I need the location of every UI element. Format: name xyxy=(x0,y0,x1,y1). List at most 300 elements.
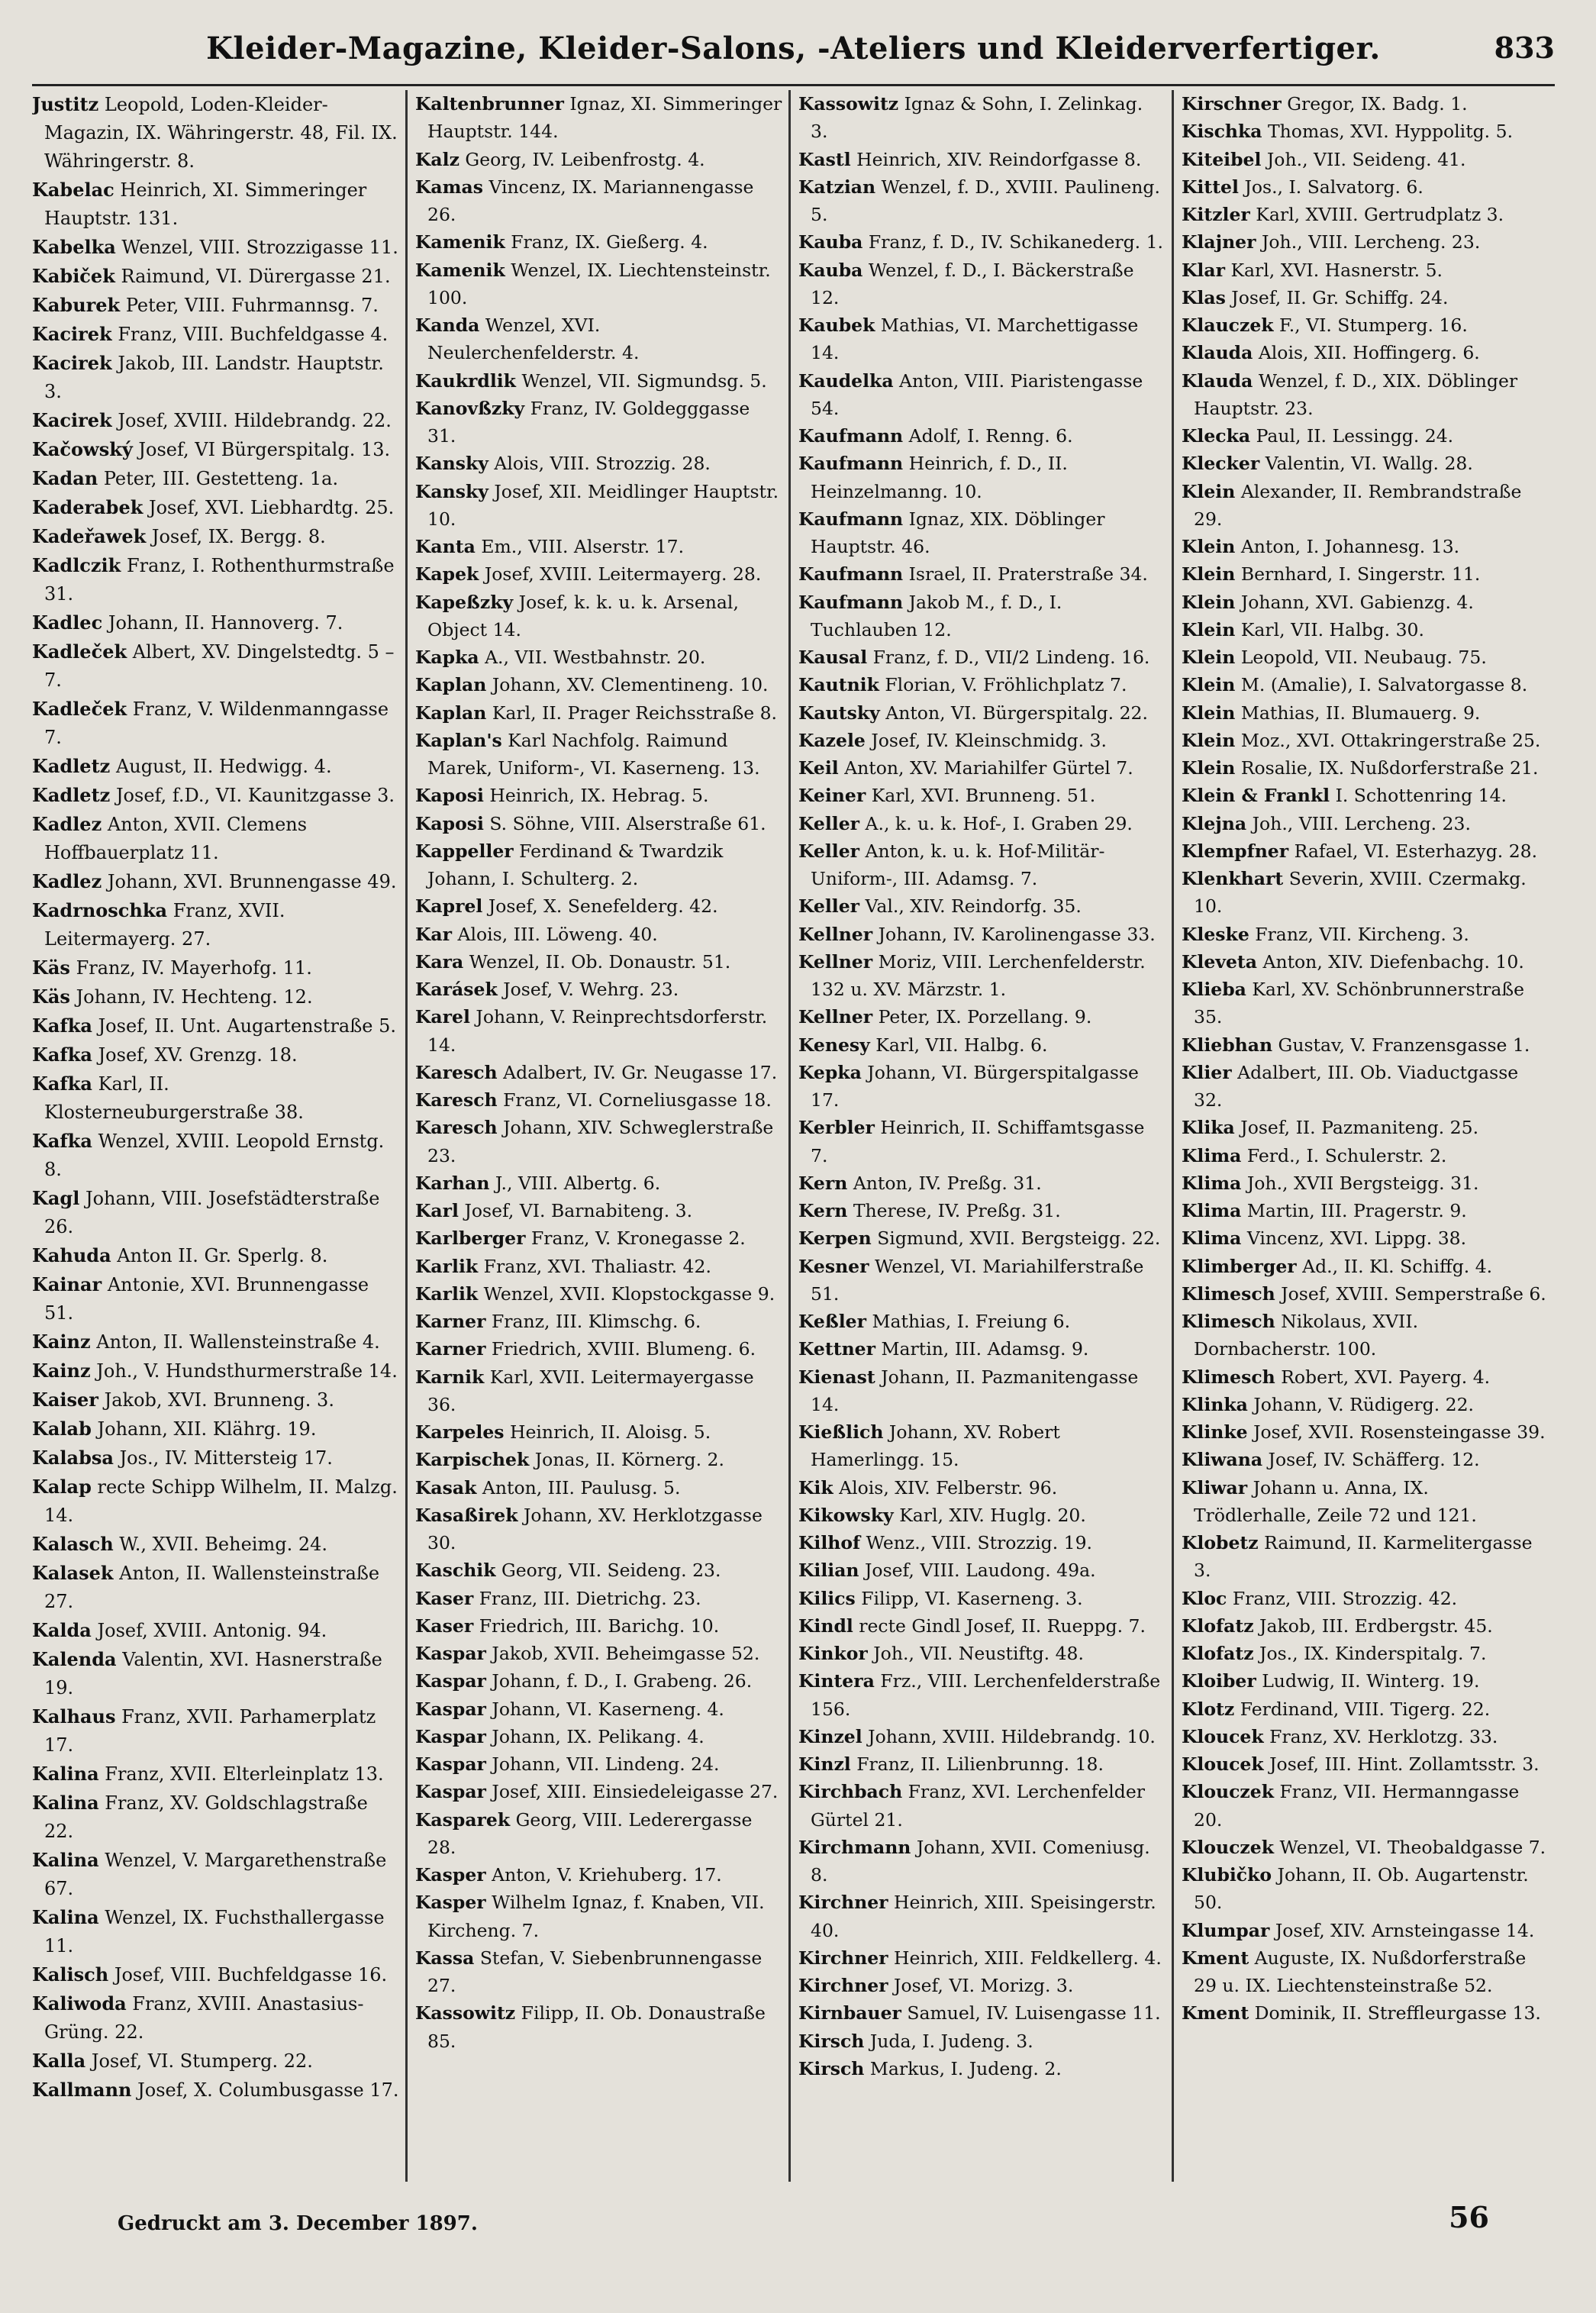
sheet-number: 56 xyxy=(1449,2200,1489,2234)
entry-details: recte Schipp Wilhelm, II. Malzg. 14. xyxy=(44,1476,398,1526)
entry-name: Kirchmann xyxy=(798,1836,911,1858)
entry-details: J., VIII. Albertg. 6. xyxy=(495,1172,661,1194)
directory-entry xyxy=(415,1612,782,1640)
directory-entry xyxy=(1182,560,1549,588)
directory-entry xyxy=(415,1557,782,1584)
entry-name: Kapek xyxy=(415,563,479,586)
entry-details: Josef, VIII. Buchfeldgasse 16. xyxy=(114,1964,388,1986)
entry-details: Anton, I. Johannesg. 13. xyxy=(1240,536,1460,557)
directory-entry xyxy=(798,1197,1166,1224)
entry-details: Johann, IX. Pelikang. 4. xyxy=(492,1725,704,1747)
directory-entry xyxy=(415,560,782,588)
entry-name: Kaspar xyxy=(415,1670,486,1692)
directory-entry xyxy=(415,256,782,312)
entry-details: Johann, IV. Karolinengasse 33. xyxy=(878,923,1156,945)
entry-name: Klouczek xyxy=(1182,1836,1274,1858)
directory-entry xyxy=(415,395,782,450)
entry-details: Josef, XII. Meidlinger Hauptstr. 10. xyxy=(427,480,779,530)
entry-name: Kazele xyxy=(798,729,866,751)
entry-details: Anton, V. Kriehuberg. 17. xyxy=(492,1864,722,1886)
entry-name: Klein xyxy=(1182,563,1236,586)
directory-entry xyxy=(32,1616,399,1645)
entry-name: Kamas xyxy=(415,176,483,198)
entry-name: Kadrnoschka xyxy=(32,899,168,921)
directory-entry xyxy=(798,1363,1166,1419)
entry-details: Vincenz, IX. Mariannengasse 26. xyxy=(427,176,754,225)
entry-details: Josef, XVI. Liebhardtg. 25. xyxy=(148,497,395,518)
entry-details: Johann, VII. Lindeng. 24. xyxy=(492,1753,720,1775)
entry-details: Josef, III. Hint. Zollamtsstr. 3. xyxy=(1269,1753,1540,1775)
directory-entry xyxy=(1182,754,1549,782)
entry-name: Klein & Frankl xyxy=(1182,785,1330,807)
entry-name: Klein xyxy=(1182,480,1236,502)
entry-details: Alois, XII. Hoffingerg. 6. xyxy=(1258,342,1480,364)
entry-details: Johann, XVI. Gabienzg. 4. xyxy=(1240,591,1474,613)
directory-entry xyxy=(415,478,782,534)
entry-name: Kamenik xyxy=(415,259,505,281)
entry-details: Franz, VII. Kircheng. 3. xyxy=(1255,923,1469,945)
page-number: 833 xyxy=(1494,31,1555,65)
entry-name: Kadan xyxy=(32,467,98,489)
entry-name: Klimesch xyxy=(1182,1282,1275,1305)
page-footer xyxy=(118,2200,1489,2261)
entry-name: Kafka xyxy=(32,1015,92,1037)
entry-details: Heinrich, XIII. Speisingerstr. 40. xyxy=(811,1892,1156,1941)
entry-details: Thomas, XVI. Hyppolitg. 5. xyxy=(1267,121,1514,143)
entry-details: Rosalie, IX. Nußdorferstraße 21. xyxy=(1240,757,1539,779)
entry-details: Josef, X. Columbusgasse 17. xyxy=(137,2079,399,2101)
entry-details: Alexander, II. Rembrandstraße 29. xyxy=(1194,480,1522,530)
directory-entry xyxy=(415,1778,782,1805)
directory-entry xyxy=(1182,699,1549,727)
entry-details: Alois, XIV. Felberstr. 96. xyxy=(839,1476,1058,1498)
directory-entry xyxy=(798,782,1166,809)
directory-entry xyxy=(1182,1640,1549,1667)
directory-entry xyxy=(1182,450,1549,477)
entry-name: Keil xyxy=(798,757,839,779)
entry-name: Kliebhan xyxy=(1182,1034,1273,1056)
directory-entry xyxy=(415,671,782,698)
entry-details: Jakob, III. Erdbergstr. 45. xyxy=(1259,1615,1493,1637)
entry-details: Wenzel, XVI. Neulerchenfelderstr. 4. xyxy=(427,315,640,364)
directory-entry xyxy=(32,291,399,320)
directory-columns xyxy=(32,90,1555,2182)
directory-entry xyxy=(798,644,1166,671)
entry-name: Karhan xyxy=(415,1172,490,1194)
directory-entry xyxy=(1182,671,1549,698)
entry-name: Klein xyxy=(1182,618,1236,640)
directory-entry xyxy=(415,311,782,367)
directory-entry xyxy=(1182,921,1549,948)
entry-details: Johann, V. Rüdigerg. 22. xyxy=(1253,1393,1475,1415)
entry-name: Justitz xyxy=(32,93,99,115)
entry-name: Kafka xyxy=(32,1044,92,1066)
entry-details: Franz, I. Rothenthurmstraße 31. xyxy=(44,555,395,605)
directory-entry xyxy=(415,782,782,809)
entry-name: Klajner xyxy=(1182,231,1256,253)
directory-entry xyxy=(798,921,1166,948)
entry-name: Kaspar xyxy=(415,1643,486,1664)
entry-name: Kar xyxy=(415,923,453,945)
directory-entry xyxy=(32,1270,399,1327)
directory-entry xyxy=(32,464,399,493)
entry-details: Franz, VII. Hermanngasse 20. xyxy=(1194,1781,1520,1831)
directory-entry xyxy=(1182,948,1549,976)
entry-details: Wenzel, f. D., XVIII. Paulineng. 5. xyxy=(811,176,1160,225)
entry-name: Kaufmann xyxy=(798,425,904,447)
entry-details: A., VII. Westbahnstr. 20. xyxy=(485,647,706,668)
entry-details: Raimund, VI. Dürergasse 21. xyxy=(121,266,391,287)
entry-name: Kacirek xyxy=(32,409,112,431)
directory-entry xyxy=(1182,1723,1549,1750)
directory-entry xyxy=(415,1059,782,1086)
entry-details: Franz, XVI. Thaliastr. 42. xyxy=(483,1255,711,1277)
entry-name: Karesch xyxy=(415,1089,498,1111)
entry-name: Kautsky xyxy=(798,702,880,724)
entry-details: Wenzel, VI. Mariahilferstraße 51. xyxy=(811,1255,1144,1305)
entry-name: Klimesch xyxy=(1182,1311,1275,1332)
directory-entry xyxy=(415,533,782,560)
directory-entry xyxy=(1182,1114,1549,1141)
entry-details: I. Schottenring 14. xyxy=(1335,785,1507,807)
entry-name: Kadletz xyxy=(32,755,111,777)
directory-entry xyxy=(798,2055,1166,2082)
entry-name: Klauda xyxy=(1182,342,1253,364)
entry-name: Kacirek xyxy=(32,352,112,374)
directory-entry xyxy=(798,1999,1166,2027)
entry-details: Valentin, VI. Wallg. 28. xyxy=(1265,453,1473,475)
entry-details: Ludwig, II. Winterg. 19. xyxy=(1262,1670,1480,1692)
entry-name: Kansky xyxy=(415,453,488,475)
entry-name: Käs xyxy=(32,986,70,1008)
entry-details: Adalbert, IV. Gr. Neugasse 17. xyxy=(503,1061,778,1083)
entry-details: Sigmund, XVII. Bergsteigg. 22. xyxy=(877,1227,1161,1250)
entry-details: Heinrich, II. Aloisg. 5. xyxy=(510,1421,711,1443)
entry-details: Robert, XVI. Payerg. 4. xyxy=(1281,1366,1491,1388)
entry-details: Josef, II. Gr. Schiffg. 24. xyxy=(1231,286,1449,308)
entry-details: Heinrich, IX. Hebrag. 5. xyxy=(489,785,709,807)
entry-details: W., XVII. Beheimg. 24. xyxy=(119,1534,328,1555)
entry-name: Klimberger xyxy=(1182,1255,1297,1277)
directory-entry xyxy=(1182,1446,1549,1473)
directory-entry xyxy=(798,1640,1166,1667)
directory-entry xyxy=(415,1723,782,1750)
entry-name: Kagl xyxy=(32,1187,80,1209)
entry-details: Josef, II. Pazmaniteng. 25. xyxy=(1240,1117,1479,1139)
directory-entry xyxy=(798,1031,1166,1059)
entry-details: Heinrich, II. Schiffamtsgasse 7. xyxy=(811,1117,1145,1166)
entry-name: Kalina xyxy=(32,1906,99,1928)
entry-name: Kettner xyxy=(798,1338,875,1360)
directory-entry xyxy=(32,896,399,953)
directory-entry xyxy=(415,810,782,837)
directory-entry xyxy=(798,1834,1166,1889)
entry-name: Kalda xyxy=(32,1619,92,1641)
entry-details: Samuel, IV. Luisengasse 11. xyxy=(907,2002,1161,2024)
entry-details: Johann, VI. Bürgerspitalgasse 17. xyxy=(811,1061,1139,1111)
entry-name: Kafka xyxy=(32,1073,92,1095)
entry-name: Kapka xyxy=(415,647,479,668)
entry-details: Wenz., VIII. Strozzig. 19. xyxy=(866,1532,1093,1553)
directory-entry xyxy=(32,176,399,233)
entry-name: Kloiber xyxy=(1182,1670,1256,1692)
entry-details: Josef, V. Wehrg. 23. xyxy=(503,979,679,1000)
directory-entry xyxy=(1182,644,1549,671)
entry-name: Kasaßirek xyxy=(415,1504,518,1526)
directory-entry xyxy=(798,1253,1166,1308)
entry-name: Kadleček xyxy=(32,698,127,720)
entry-details: Johann, XV. Clementineng. 10. xyxy=(492,674,769,696)
entry-details: Franz, V. Kronegasse 2. xyxy=(530,1227,746,1250)
entry-details: Jos., IX. Kinderspitalg. 7. xyxy=(1259,1643,1487,1664)
entry-details: Josef, II. Unt. Augartenstraße 5. xyxy=(98,1015,396,1037)
directory-entry xyxy=(1182,533,1549,560)
entry-details: Wenzel, IX. Liechtensteinstr. 100. xyxy=(427,259,771,308)
entry-name: Kadleček xyxy=(32,640,127,663)
entry-name: Kintera xyxy=(798,1670,875,1692)
entry-details: recte Gindl Josef, II. Rueppg. 7. xyxy=(859,1615,1146,1637)
directory-entry xyxy=(1182,1363,1549,1391)
directory-entry xyxy=(798,256,1166,312)
entry-details: Martin, III. Pragerstr. 9. xyxy=(1246,1200,1467,1221)
directory-entry xyxy=(32,1327,399,1357)
directory-entry xyxy=(32,2076,399,2105)
entry-details: Anton, IV. Preßg. 31. xyxy=(853,1172,1042,1194)
entry-details: Franz, VIII. Buchfeldgasse 4. xyxy=(118,324,389,345)
entry-details: Josef, IV. Kleinschmidg. 3. xyxy=(871,729,1107,751)
entry-name: Klempfner xyxy=(1182,840,1289,862)
entry-name: Kaser xyxy=(415,1587,474,1609)
entry-details: Josef, XVIII. Leitermayerg. 28. xyxy=(484,563,762,586)
directory-entry xyxy=(32,1760,399,1789)
entry-details: Josef, XVIII. Antonig. 94. xyxy=(97,1620,327,1641)
directory-entry xyxy=(32,1415,399,1444)
entry-name: Klas xyxy=(1182,286,1226,308)
entry-details: Franz, XV. Goldschlagstraße 22. xyxy=(44,1792,368,1842)
directory-entry xyxy=(32,1011,399,1040)
entry-name: Kaschik xyxy=(415,1560,496,1582)
entry-details: Mathias, I. Freiung 6. xyxy=(872,1311,1071,1332)
entry-name: Kaprel xyxy=(415,895,483,918)
directory-entry xyxy=(798,146,1166,173)
directory-entry xyxy=(798,1889,1166,1944)
directory-entry xyxy=(32,1559,399,1616)
entry-name: Klubičko xyxy=(1182,1864,1272,1886)
directory-entry xyxy=(798,1003,1166,1031)
directory-column-4 xyxy=(1172,90,1555,2182)
directory-entry xyxy=(32,867,399,896)
directory-entry xyxy=(1182,1944,1549,2000)
entry-name: Kabelka xyxy=(32,236,116,258)
entry-name: Klauda xyxy=(1182,369,1253,392)
entry-name: Klumpar xyxy=(1182,1919,1270,1941)
entry-name: Kienast xyxy=(798,1366,875,1388)
entry-details: Karl, XVII. Leitermayergasse 36. xyxy=(427,1366,754,1415)
entry-name: Kloucek xyxy=(1182,1753,1264,1775)
directory-entry xyxy=(32,1702,399,1760)
entry-details: Dominik, II. Streffleurgasse 13. xyxy=(1254,2002,1541,2024)
directory-entry xyxy=(1182,1391,1549,1418)
directory-entry xyxy=(1182,228,1549,256)
entry-details: S. Söhne, VIII. Alserstraße 61. xyxy=(489,812,766,834)
directory-entry xyxy=(415,1944,782,2000)
directory-entry xyxy=(798,450,1166,505)
entry-name: Kadlczik xyxy=(32,554,121,576)
entry-details: Martin, III. Adamsg. 9. xyxy=(881,1338,1089,1360)
directory-entry xyxy=(415,1335,782,1363)
directory-entry xyxy=(1182,1169,1549,1197)
directory-entry xyxy=(1182,1750,1549,1778)
entry-name: Kepka xyxy=(798,1061,862,1083)
entry-name: Klieba xyxy=(1182,979,1246,1000)
directory-entry xyxy=(798,1667,1166,1723)
entry-name: Kirchner xyxy=(798,1975,888,1996)
directory-entry xyxy=(415,948,782,976)
entry-details: Franz, III. Dietrichg. 23. xyxy=(479,1587,701,1609)
directory-entry xyxy=(798,1723,1166,1750)
entry-name: Klima xyxy=(1182,1144,1242,1166)
entry-name: Karl xyxy=(415,1200,459,1221)
entry-details: F., VI. Stumperg. 16. xyxy=(1279,315,1468,336)
entry-details: Ferd., I. Schulerstr. 2. xyxy=(1246,1144,1447,1166)
entry-details: Ignaz & Sohn, I. Zelinkag. 3. xyxy=(811,93,1143,143)
entry-name: Kassowitz xyxy=(415,2002,516,2024)
entry-name: Kalina xyxy=(32,1763,99,1785)
entry-details: Jos., IV. Mittersteig 17. xyxy=(119,1447,333,1469)
directory-entry xyxy=(1182,173,1549,201)
entry-name: Karlik xyxy=(415,1255,479,1277)
directory-entry xyxy=(32,522,399,551)
entry-details: Josef, XVIII. Semperstraße 6. xyxy=(1281,1282,1546,1305)
entry-details: Therese, IV. Preßg. 31. xyxy=(853,1200,1061,1221)
entry-details: Stefan, V. Siebenbrunnengasse 27. xyxy=(427,1947,763,1996)
entry-details: Filipp, VI. Kaserneng. 3. xyxy=(861,1587,1083,1609)
entry-name: Karpischek xyxy=(415,1449,530,1471)
entry-details: Franz, XVII. Leitermayerg. 27. xyxy=(44,900,285,950)
entry-details: August, II. Hedwigg. 4. xyxy=(115,756,332,777)
entry-name: Kahuda xyxy=(32,1244,111,1266)
directory-column-2 xyxy=(405,90,788,2182)
directory-entry xyxy=(415,450,782,477)
directory-entry xyxy=(798,1308,1166,1335)
directory-entry xyxy=(415,699,782,727)
entry-name: Kalenda xyxy=(32,1648,117,1670)
entry-details: Josef, VIII. Laudong. 49a. xyxy=(865,1560,1096,1582)
directory-entry xyxy=(1182,311,1549,339)
entry-name: Kasparek xyxy=(415,1808,511,1831)
entry-name: Kalhaus xyxy=(32,1705,116,1727)
entry-details: Johann, XV. Herklotzgasse 30. xyxy=(427,1504,763,1553)
entry-details: Johann, IV. Hechteng. 12. xyxy=(76,986,313,1008)
directory-entry xyxy=(798,1169,1166,1197)
entry-details: Anton, VIII. Piaristengasse 54. xyxy=(811,369,1143,419)
entry-details: Johann, f. D., I. Grabeng. 26. xyxy=(492,1670,753,1692)
entry-name: Klima xyxy=(1182,1172,1242,1194)
directory-entry xyxy=(1182,1059,1549,1115)
entry-details: Friedrich, III. Barichg. 10. xyxy=(479,1615,720,1637)
entry-details: Wenzel, f. D., I. Bäckerstraße 12. xyxy=(811,259,1134,308)
entry-details: Heinrich, XI. Simmeringer Hauptstr. 131. xyxy=(44,179,367,229)
entry-name: Kassowitz xyxy=(798,93,899,115)
entry-details: Leopold, VII. Neubaug. 75. xyxy=(1240,647,1487,668)
entry-name: Kalina xyxy=(32,1849,99,1871)
directory-entry xyxy=(798,1502,1166,1529)
directory-entry xyxy=(1182,1917,1549,1944)
entry-name: Kesner xyxy=(798,1255,869,1277)
entry-details: Franz, XV. Herklotzg. 33. xyxy=(1269,1725,1498,1747)
entry-name: Kalasch xyxy=(32,1533,114,1555)
entry-details: Georg, VII. Seideng. 23. xyxy=(501,1560,721,1582)
entry-details: Karl, XVI. Brunneng. 51. xyxy=(871,785,1096,807)
entry-details: Karl Nachfolg. Raimund Marek, Uniform-, VI. Kaserneng. 13. xyxy=(427,729,760,779)
entry-details: Franz, III. Klimschg. 6. xyxy=(491,1311,701,1332)
directory-entry xyxy=(32,1069,399,1127)
directory-entry xyxy=(415,1446,782,1473)
entry-name: Karlik xyxy=(415,1282,479,1305)
directory-entry xyxy=(32,1645,399,1702)
directory-entry xyxy=(415,1114,782,1169)
entry-details: Josef, IV. Schäfferg. 12. xyxy=(1268,1449,1480,1471)
entry-details: Jakob, III. Landstr. Hauptstr. 3. xyxy=(44,353,384,402)
directory-entry xyxy=(798,671,1166,698)
entry-details: Wenzel, II. Ob. Donaustr. 51. xyxy=(469,950,731,973)
directory-entry xyxy=(798,505,1166,561)
entry-name: Kerbler xyxy=(798,1117,875,1139)
directory-entry xyxy=(1182,478,1549,534)
entry-details: Severin, XVIII. Czermakg. 10. xyxy=(1194,868,1527,918)
entry-name: Kellner xyxy=(798,950,873,973)
entry-details: Alois, III. Löweng. 40. xyxy=(457,923,658,945)
directory-column-3 xyxy=(788,90,1172,2182)
entry-details: Franz, XVII. Parhamerplatz 17. xyxy=(44,1706,376,1756)
entry-name: Keller xyxy=(798,840,860,862)
entry-name: Kaplan xyxy=(415,674,487,696)
entry-name: Kaufmann xyxy=(798,453,904,475)
entry-details: Friedrich, XVIII. Blumeng. 6. xyxy=(491,1338,756,1360)
directory-entry xyxy=(1182,1529,1549,1585)
entry-details: Peter, III. Gestetteng. 1a. xyxy=(103,468,339,489)
entry-name: Kaufmann xyxy=(798,508,904,530)
entry-details: Josef, VI. Barnabiteng. 3. xyxy=(464,1200,693,1221)
entry-details: Franz, f. D., VII/2 Lindeng. 16. xyxy=(872,647,1150,668)
directory-entry xyxy=(798,173,1166,229)
directory-entry xyxy=(798,810,1166,837)
directory-entry xyxy=(415,1197,782,1224)
entry-details: Jos., I. Salvatorg. 6. xyxy=(1244,176,1424,198)
entry-name: Kamenik xyxy=(415,231,505,253)
entry-details: Franz, IX. Gießerg. 4. xyxy=(511,231,708,253)
entry-name: Keller xyxy=(798,812,860,834)
entry-name: Kirsch xyxy=(798,2030,865,2052)
entry-name: Kaliwoda xyxy=(32,1992,127,2015)
entry-details: Peter, VIII. Fuhrmannsg. 7. xyxy=(125,295,379,316)
directory-entry xyxy=(32,953,399,982)
entry-details: Raimund, II. Karmelitergasse 3. xyxy=(1194,1532,1533,1582)
directory-entry xyxy=(798,589,1166,644)
entry-name: Kalabsa xyxy=(32,1447,114,1469)
directory-entry xyxy=(1182,976,1549,1031)
directory-entry xyxy=(798,727,1166,754)
entry-details: Johann, II. Ob. Augartenstr. 50. xyxy=(1194,1864,1529,1914)
entry-details: Val., XIV. Reindorfg. 35. xyxy=(865,895,1082,918)
entry-details: Anton, k. u. k. Hof-Militär-Uniform-, III. Adamsg. 7. xyxy=(811,840,1105,889)
directory-entry xyxy=(1182,589,1549,616)
directory-entry xyxy=(32,752,399,781)
entry-details: Franz, V. Wildenmanngasse 7. xyxy=(44,698,389,748)
entry-name: Kischka xyxy=(1182,121,1262,143)
entry-details: Wenzel, XVII. Klopstockgasse 9. xyxy=(483,1282,775,1305)
entry-name: Kirsch xyxy=(798,2057,865,2079)
